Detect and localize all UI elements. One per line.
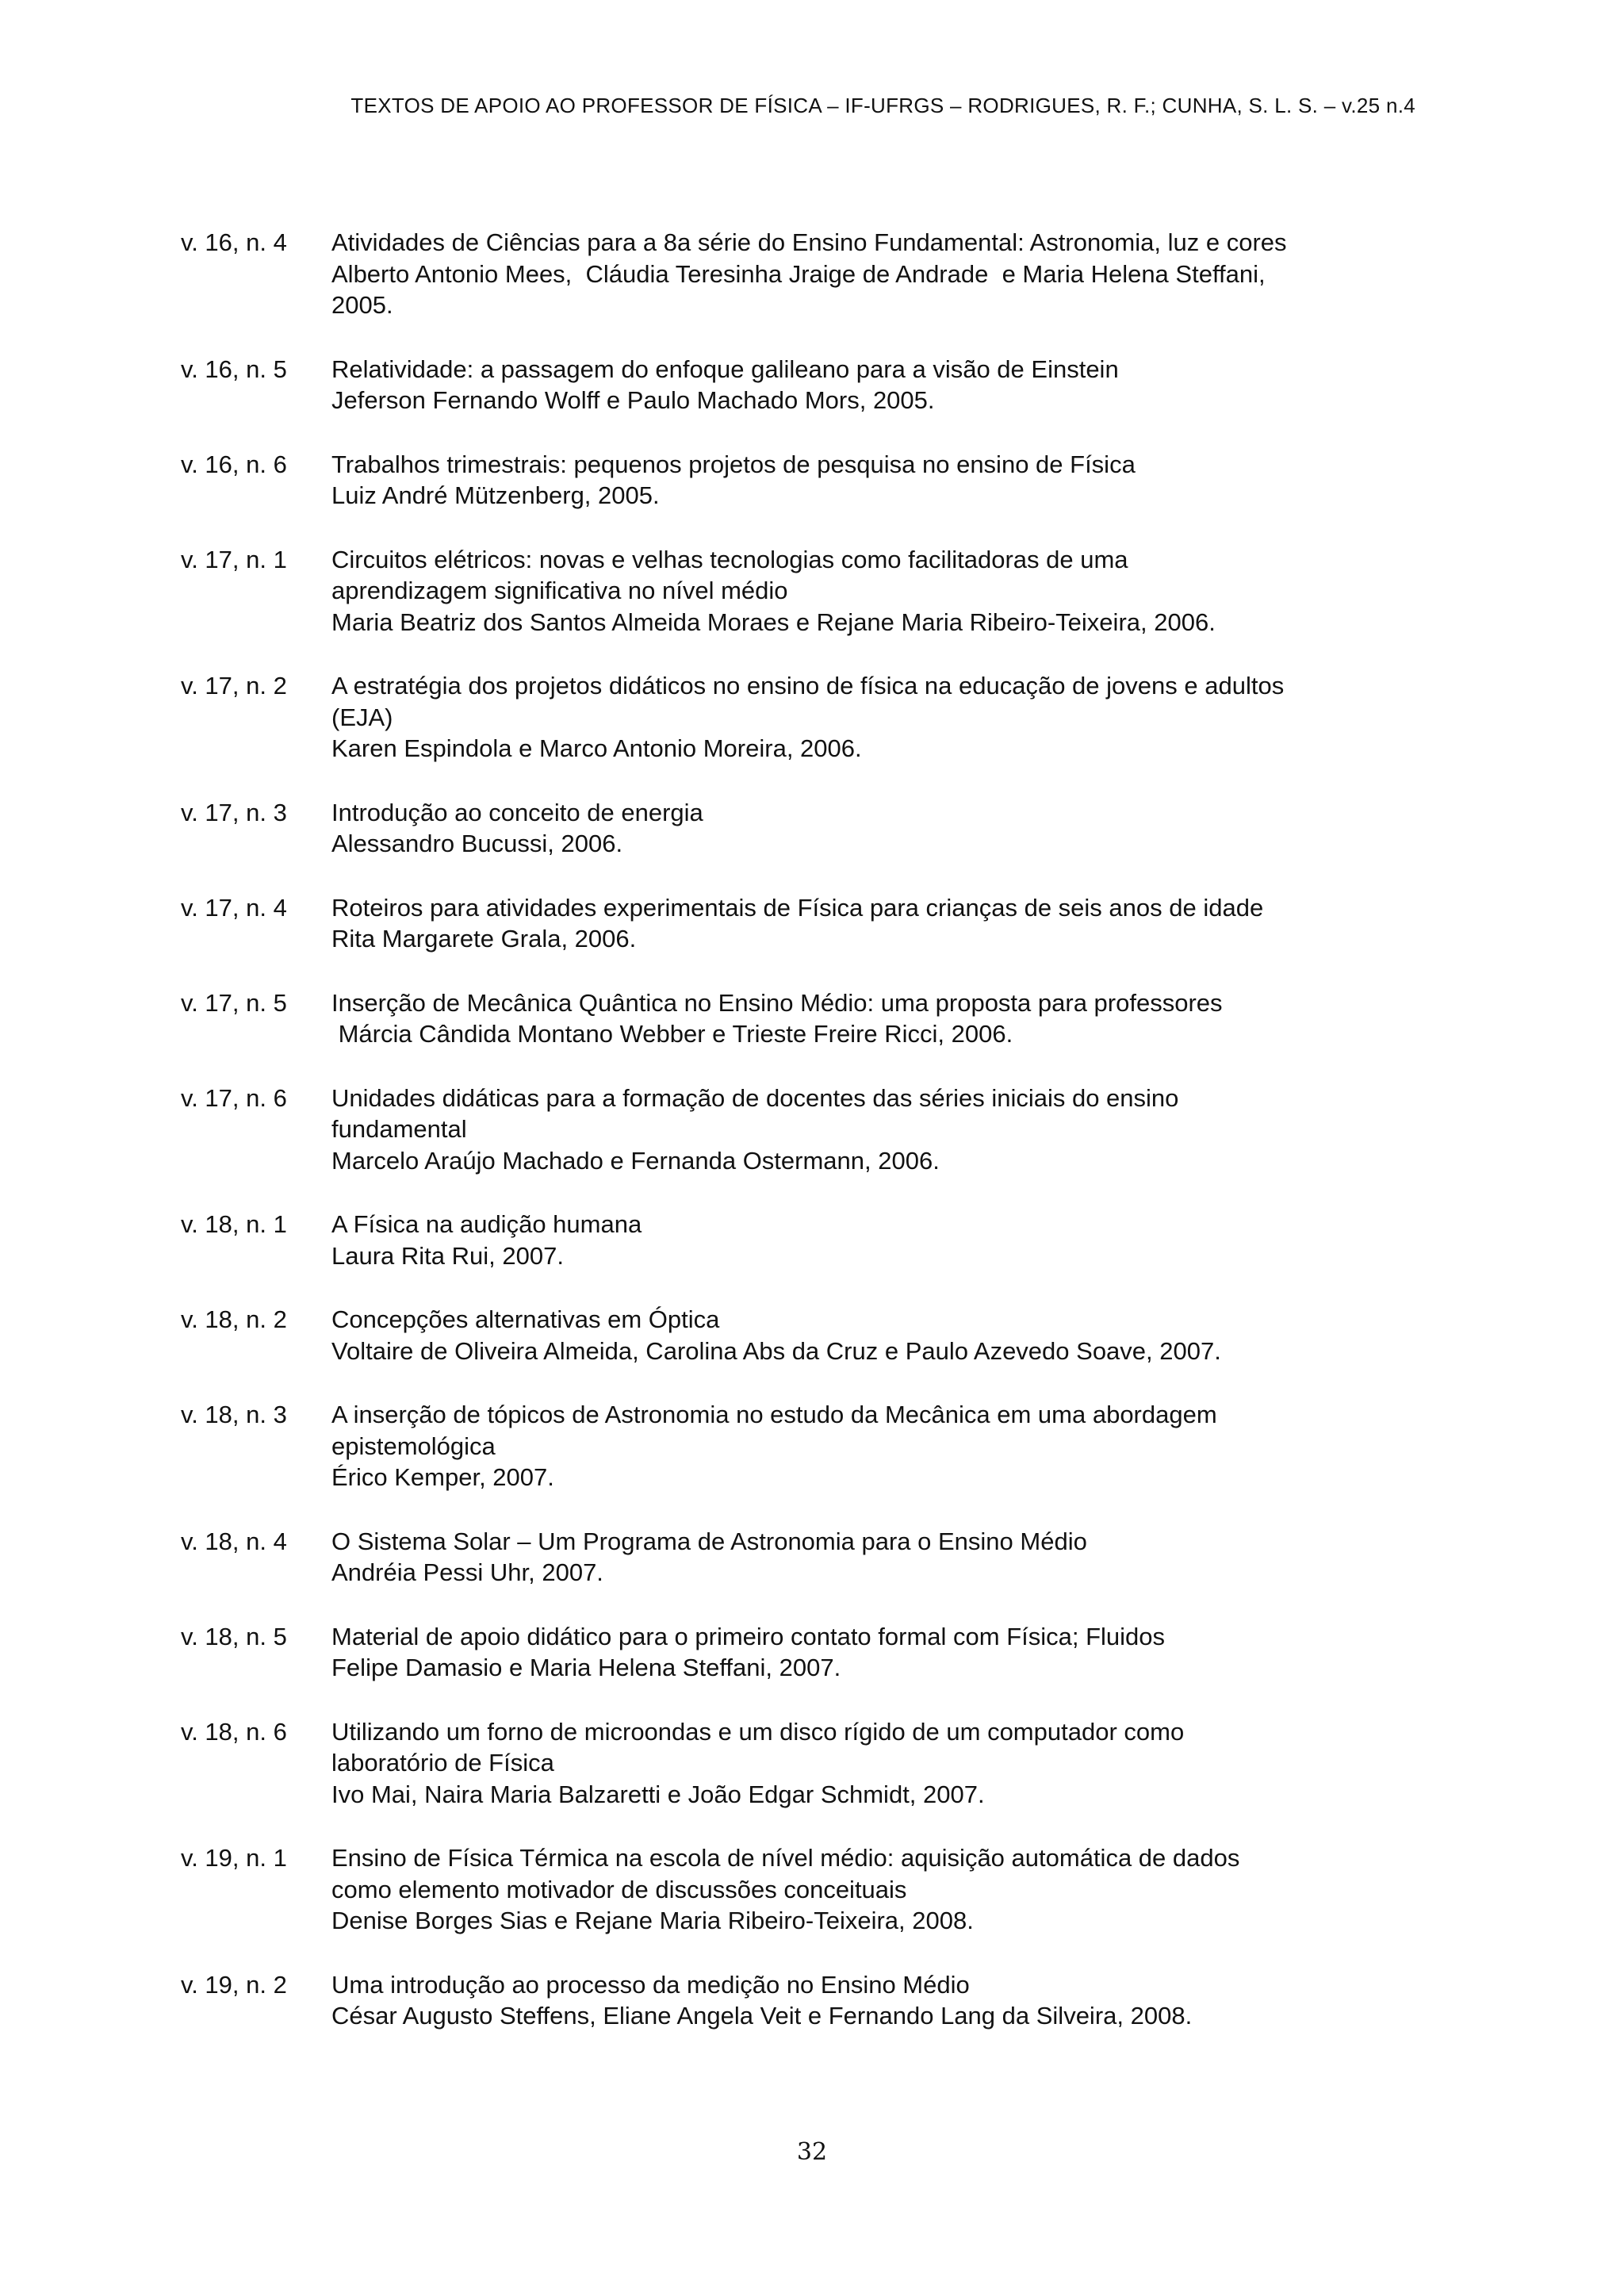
entry-body [331, 227, 1418, 321]
entry-body [331, 1969, 1418, 2032]
list-item [181, 1969, 1418, 2032]
entry-body [331, 670, 1418, 765]
volume-number: v. 17, n. 1 [181, 545, 287, 573]
entry-authors-line: Jeferson Fernando Wolff e Paulo Machado Mors, 2005. [331, 386, 935, 414]
entry-authors-line: Rita Margarete Grala, 2006. [331, 925, 637, 953]
list-item [181, 544, 1418, 638]
list-item [181, 1716, 1418, 1811]
entry-body [331, 987, 1418, 1050]
list-item [181, 1083, 1418, 1177]
entry-body [331, 449, 1418, 512]
list-item [181, 227, 1418, 321]
list-item [181, 1399, 1418, 1493]
entry-authors-line: Maria Beatriz dos Santos Almeida Moraes e Rejane Maria Ribeiro-Teixeira, 2006. [331, 608, 1216, 636]
entry-title-line: Uma introdução ao processo da medição no Ensino Médio [331, 1970, 970, 1999]
volume-number: v. 18, n. 6 [181, 1717, 287, 1746]
list-item [181, 1621, 1418, 1684]
entry-title-line: laboratório de Física [331, 1749, 554, 1777]
entry-title-line: Atividades de Ciências para a 8a série do Ensino Fundamental: Astronomia, luz e cores [331, 228, 1287, 256]
volume-number: v. 17, n. 6 [181, 1083, 287, 1112]
entry-title-line: Relatividade: a passagem do enfoque galileano para a visão de Einstein [331, 355, 1119, 383]
entry-authors-line: Laura Rita Rui, 2007. [331, 1241, 564, 1270]
entry-authors-line: 2005. [331, 291, 393, 319]
volume-number: v. 18, n. 2 [181, 1305, 287, 1333]
entry-authors-line: Karen Espindola e Marco Antonio Moreira, 2006. [331, 734, 862, 762]
entry-body [331, 1716, 1418, 1811]
entry-authors-line: Alberto Antonio Mees, Cláudia Teresinha Jraige de Andrade e Maria Helena Steffani, [331, 259, 1266, 288]
entry-body [331, 1526, 1418, 1589]
entry-authors-line: Andréia Pessi Uhr, 2007. [331, 1558, 603, 1586]
entry-title-line: Circuitos elétricos: novas e velhas tecnologias como facilitadoras de uma [331, 545, 1128, 573]
entry-body [331, 1842, 1418, 1937]
list-item [181, 892, 1418, 955]
list-item [181, 987, 1418, 1050]
page-number: 32 [796, 2138, 828, 2166]
entry-authors-line: Luiz André Mützenberg, 2005. [331, 481, 660, 509]
entry-title-line: Inserção de Mecânica Quântica no Ensino Médio: uma proposta para professores [331, 988, 1223, 1017]
list-item [181, 1209, 1418, 1271]
entry-title-line: Material de apoio didático para o primeiro contato formal com Física; Fluidos [331, 1622, 1166, 1650]
entry-body [331, 892, 1418, 955]
entry-title-line: como elemento motivador de discussões conceituais [331, 1875, 907, 1903]
volume-number: v. 19, n. 2 [181, 1970, 287, 1999]
volume-number: v. 18, n. 3 [181, 1401, 287, 1428]
entry-body [331, 354, 1418, 416]
list-item [181, 1526, 1418, 1589]
volume-number: v. 18, n. 5 [181, 1622, 287, 1650]
entry-title-line: Unidades didáticas para a formação de docentes das séries iniciais do ensino [331, 1083, 1179, 1112]
entry-title-line: Roteiros para atividades experimentais de Física para crianças de seis anos de idade [331, 893, 1264, 922]
list-item [181, 797, 1418, 860]
entry-body [331, 544, 1418, 638]
entry-title-line: A Física na audição humana [331, 1210, 642, 1238]
entry-title-line: epistemológica [331, 1432, 496, 1460]
entry-title-line: Utilizando um forno de microondas e um disco rígido de um computador como [331, 1717, 1185, 1746]
entry-authors-line: Felipe Damasio e Maria Helena Steffani, 2007. [331, 1654, 841, 1681]
list-item [181, 449, 1418, 512]
list-item [181, 354, 1418, 416]
entry-authors-line: Alessandro Bucussi, 2006. [331, 830, 623, 857]
volume-number: v. 16, n. 6 [181, 450, 287, 478]
volume-number: v. 17, n. 5 [181, 988, 287, 1017]
volume-number: v. 18, n. 1 [181, 1210, 287, 1238]
entry-authors-line: Marcelo Araújo Machado e Fernanda Ostermann, 2006. [331, 1146, 940, 1175]
volume-number: v. 17, n. 2 [181, 672, 287, 700]
entry-authors-line: Denise Borges Sias e Rejane Maria Ribeiro-Teixeira, 2008. [331, 1907, 974, 1934]
entry-authors-line: Érico Kemper, 2007. [331, 1463, 554, 1491]
list-item [181, 670, 1418, 765]
entry-body [331, 1399, 1418, 1493]
volume-number: v. 19, n. 1 [181, 1844, 287, 1872]
volume-number: v. 17, n. 3 [181, 798, 287, 826]
entry-authors-line: Voltaire de Oliveira Almeida, Carolina Abs da Cruz e Paulo Azevedo Soave, 2007. [331, 1336, 1221, 1365]
volume-number: v. 16, n. 4 [181, 228, 287, 256]
entry-title-line: (EJA) [331, 703, 393, 731]
entry-body [331, 1209, 1418, 1271]
entry-title-line: O Sistema Solar – Um Programa de Astronomia para o Ensino Médio [331, 1527, 1087, 1555]
entry-body [331, 797, 1418, 860]
volume-number: v. 16, n. 5 [181, 355, 287, 383]
entry-title-line: Trabalhos trimestrais: pequenos projetos de pesquisa no ensino de Física [331, 450, 1136, 478]
entry-body [331, 1083, 1418, 1177]
entry-title-line: Ensino de Física Térmica na escola de nível médio: aquisição automática de dados [331, 1844, 1240, 1872]
entry-title-line: A estratégia dos projetos didáticos no ensino de física na educação de jovens e adultos [331, 672, 1285, 700]
entry-title-line: Introdução ao conceito de energia [331, 798, 703, 826]
entry-body [331, 1304, 1418, 1366]
running-header: TEXTOS DE APOIO AO PROFESSOR DE FÍSICA – IF-UFRGS – RODRIGUES, R. F.; CUNHA, S. L. S. – v.25 n.4 [350, 94, 1415, 117]
entry-body [331, 1621, 1418, 1684]
entry-title-line: fundamental [331, 1115, 467, 1143]
publication-list [181, 227, 1418, 2032]
list-item [181, 1304, 1418, 1366]
entry-authors-line: Márcia Cândida Montano Webber e Trieste Freire Ricci, 2006. [331, 1020, 1013, 1048]
list-item [181, 1842, 1418, 1937]
volume-number: v. 18, n. 4 [181, 1527, 287, 1555]
volume-number: v. 17, n. 4 [181, 893, 287, 922]
entry-authors-line: César Augusto Steffens, Eliane Angela Veit e Fernando Lang da Silveira, 2008. [331, 2002, 1193, 2030]
entry-title-line: A inserção de tópicos de Astronomia no estudo da Mecânica em uma abordagem [331, 1401, 1217, 1428]
entry-authors-line: Ivo Mai, Naira Maria Balzaretti e João Edgar Schmidt, 2007. [331, 1780, 985, 1808]
entry-title-line: aprendizagem significativa no nível médio [331, 577, 788, 604]
entry-title-line: Concepções alternativas em Óptica [331, 1305, 720, 1333]
